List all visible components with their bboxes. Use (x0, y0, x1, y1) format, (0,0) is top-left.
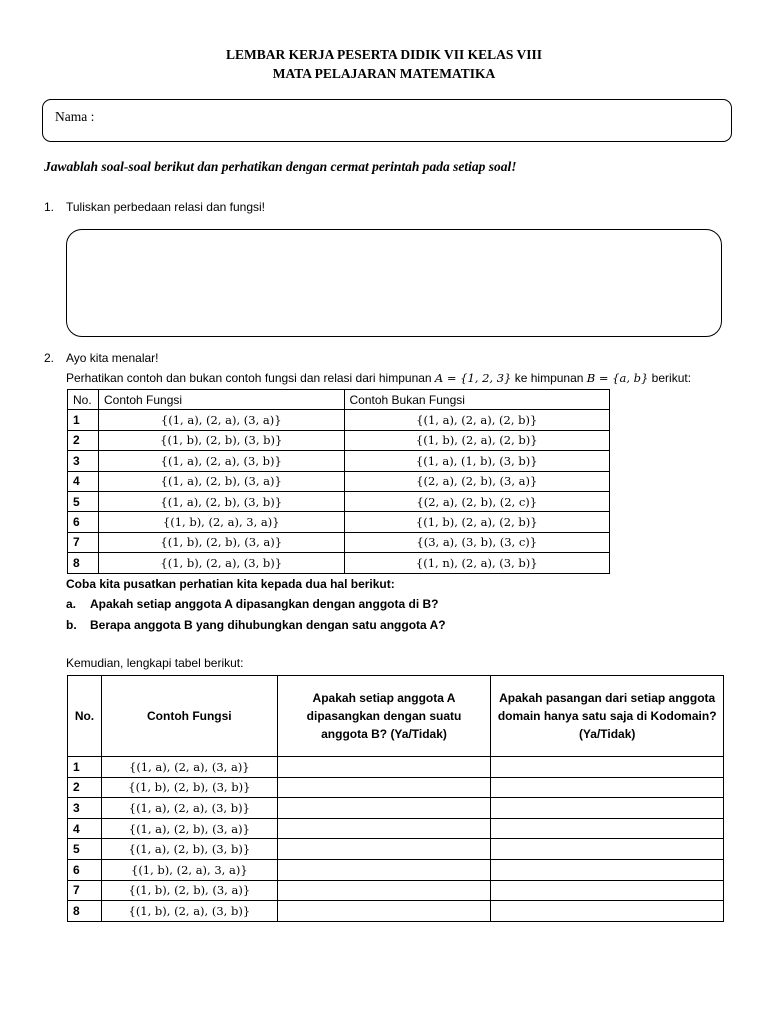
answer-cell-b[interactable] (491, 777, 724, 798)
answer-cell-b[interactable] (491, 757, 724, 778)
table-row (68, 818, 724, 839)
header-each-a-paired: Apakah setiap anggota A dipasangkan dengan suatu anggota B? (Ya/Tidak) (277, 676, 491, 757)
non-function-example: {(1, a), (2, a), (2, b)} (344, 410, 610, 430)
table-row (68, 410, 610, 430)
non-function-example: {(1, a), (1, b), (3, b)} (344, 451, 610, 471)
function-example: {(1, a), (2, a), (3, b)} (98, 451, 344, 471)
row-number: 5 (68, 491, 99, 511)
table-row (68, 901, 724, 922)
function-example: {(1, b), (2, a), (3, b)} (98, 553, 344, 573)
row-number: 1 (68, 757, 102, 778)
header-no: No. (68, 676, 102, 757)
answer-cell-b[interactable] (491, 839, 724, 860)
table-row (68, 757, 724, 778)
question-1-answer-box[interactable] (66, 229, 722, 337)
table-header-row (68, 676, 724, 757)
answer-cell-a[interactable] (277, 859, 491, 880)
focus-b-label: b. (66, 618, 77, 632)
header-non-function-examples: Contoh Bukan Fungsi (344, 390, 610, 410)
question-2-intro (66, 371, 691, 385)
intro-part-c: berikut: (648, 371, 692, 385)
intro-part-b: ke himpunan (511, 371, 587, 385)
answer-cell-b[interactable] (491, 901, 724, 922)
table-row (68, 777, 724, 798)
header-single-pair-in-codomain: Apakah pasangan dari setiap anggota domain hanya satu saja di Kodomain? (Ya/Tidak) (491, 676, 724, 757)
non-function-example: {(2, a), (2, b), (3, a)} (344, 471, 610, 491)
function-example: {(1, b), (2, b), (3, a)} (98, 532, 344, 552)
row-number: 3 (68, 798, 102, 819)
table-row (68, 839, 724, 860)
name-label: Nama : (55, 109, 95, 124)
function-example: {(1, a), (2, b), (3, a)} (101, 818, 277, 839)
row-number: 2 (68, 777, 102, 798)
row-number: 4 (68, 818, 102, 839)
function-example: {(1, b), (2, a), (3, b)} (101, 901, 277, 922)
table-row (68, 798, 724, 819)
completion-table (67, 675, 724, 922)
table-row (68, 430, 610, 450)
question-1-number: 1. (44, 200, 55, 214)
header-function-examples: Contoh Fungsi (101, 676, 277, 757)
worksheet-title: LEMBAR KERJA PESERTA DIDIK VII KELAS VIII (225, 47, 543, 62)
function-example: {(1, a), (2, b), (3, b)} (98, 491, 344, 511)
function-example: {(1, a), (2, a), (3, a)} (98, 410, 344, 430)
header-no: No. (68, 390, 99, 410)
table-row (68, 859, 724, 880)
answer-cell-a[interactable] (277, 839, 491, 860)
row-number: 8 (68, 901, 102, 922)
table-row (68, 512, 610, 532)
table-row (68, 471, 610, 491)
focus-item-b (66, 618, 446, 632)
function-example: {(1, a), (2, a), (3, a)} (101, 757, 277, 778)
answer-cell-b[interactable] (491, 880, 724, 901)
function-example: {(1, b), (2, b), (3, b)} (98, 430, 344, 450)
question-2-number: 2. (44, 351, 55, 365)
answer-cell-a[interactable] (277, 901, 491, 922)
function-example: {(1, a), (2, b), (3, a)} (98, 471, 344, 491)
focus-a-label: a. (66, 597, 77, 611)
answer-cell-a[interactable] (277, 757, 491, 778)
question-1-text: Tuliskan perbedaan relasi dan fungsi! (66, 200, 266, 214)
focus-b-text: Berapa anggota B yang dihubungkan dengan satu anggota A? (90, 618, 446, 632)
answer-cell-b[interactable] (491, 859, 724, 880)
non-function-example: {(3, a), (3, b), (3, c)} (344, 532, 610, 552)
table-row (68, 491, 610, 511)
table-row (68, 451, 610, 471)
table-row (68, 532, 610, 552)
non-function-example: {(1, b), (2, a), (2, b)} (344, 430, 610, 450)
row-number: 8 (68, 553, 99, 573)
answer-cell-a[interactable] (277, 880, 491, 901)
set-b: B = {a, b} (586, 371, 649, 385)
row-number: 6 (68, 512, 99, 532)
function-example: {(1, b), (2, b), (3, b)} (101, 777, 277, 798)
answer-cell-b[interactable] (491, 818, 724, 839)
examples-table (67, 389, 610, 574)
answer-cell-a[interactable] (277, 818, 491, 839)
table-row (68, 880, 724, 901)
header-function-examples: Contoh Fungsi (98, 390, 344, 410)
function-example: {(1, a), (2, b), (3, b)} (101, 839, 277, 860)
focus-a-text: Apakah setiap anggota A dipasangkan dengan anggota di B? (90, 597, 439, 611)
row-number: 7 (68, 532, 99, 552)
answer-cell-a[interactable] (277, 777, 491, 798)
focus-item-a (66, 597, 439, 611)
question-2-text: Ayo kita menalar! (66, 351, 159, 365)
intro-part-a: Perhatikan contoh dan bukan contoh fungsi dan relasi dari himpunan (66, 371, 435, 385)
row-number: 3 (68, 451, 99, 471)
answer-cell-b[interactable] (491, 798, 724, 819)
subject-title: MATA PELAJARAN MATEMATIKA (272, 66, 496, 81)
row-number: 5 (68, 839, 102, 860)
function-example: {(1, b), (2, a), 3, a)} (101, 859, 277, 880)
function-example: {(1, a), (2, a), (3, b)} (101, 798, 277, 819)
non-function-example: {(2, a), (2, b), (2, c)} (344, 491, 610, 511)
non-function-example: {(1, n), (2, a), (3, b)} (344, 553, 610, 573)
function-example: {(1, b), (2, a), 3, a)} (98, 512, 344, 532)
set-a: A = {1, 2, 3} (434, 371, 512, 385)
row-number: 1 (68, 410, 99, 430)
row-number: 6 (68, 859, 102, 880)
focus-intro: Coba kita pusatkan perhatian kita kepada dua hal berikut: (66, 577, 395, 591)
row-number: 2 (68, 430, 99, 450)
table-header-row (68, 390, 610, 410)
row-number: 4 (68, 471, 99, 491)
instruction-text: Jawablah soal-soal berikut dan perhatikan dengan cermat perintah pada setiap soal! (44, 159, 517, 174)
complete-table-intro: Kemudian, lengkapi tabel berikut: (66, 656, 244, 670)
non-function-example: {(1, b), (2, a), (2, b)} (344, 512, 610, 532)
answer-cell-a[interactable] (277, 798, 491, 819)
name-field[interactable] (42, 99, 732, 142)
table-row (68, 553, 610, 573)
row-number: 7 (68, 880, 102, 901)
function-example: {(1, b), (2, b), (3, a)} (101, 880, 277, 901)
